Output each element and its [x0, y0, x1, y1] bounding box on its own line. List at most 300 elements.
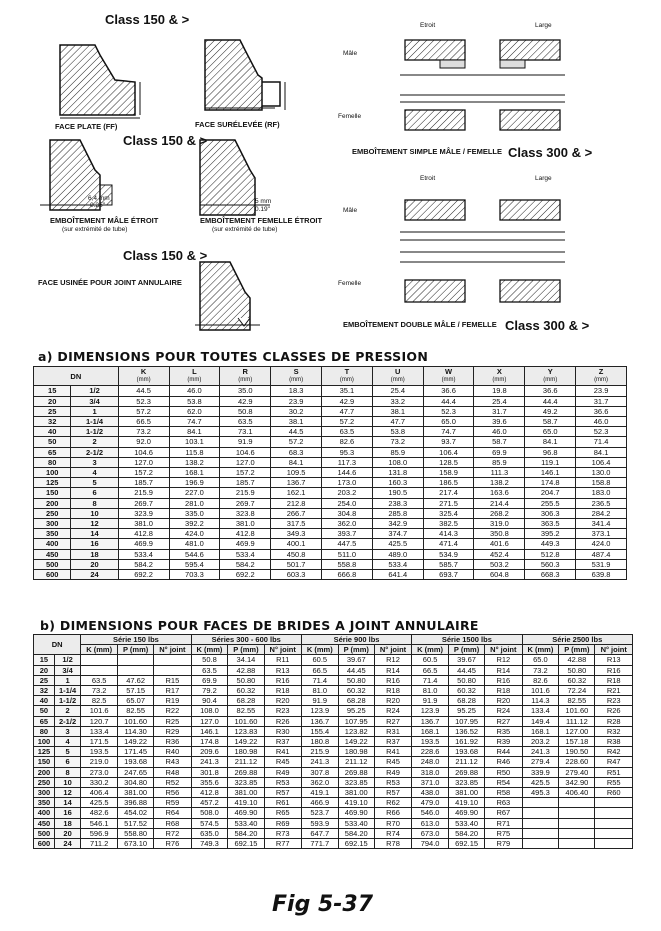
table-b-cell — [595, 798, 633, 808]
table-a-dn-cell: 125 — [34, 478, 71, 488]
table-b-cell: 60.5 — [301, 655, 338, 665]
table-b-cell: 101.6 — [81, 706, 118, 716]
table-b-cell: 65.0 — [522, 655, 559, 665]
class-300-label-1: Class 300 & > — [508, 145, 593, 160]
table-a-cell: 138.2 — [169, 457, 220, 467]
table-b-sub-header: K (mm) — [412, 645, 449, 655]
table-a-cell: 74.7 — [423, 427, 474, 437]
table-a-cell: 269.7 — [118, 498, 169, 508]
table-a-cell: 487.4 — [576, 549, 627, 559]
table-a-col-unit: (mm) — [339, 377, 354, 384]
table-b-sub-header: N° joint — [485, 645, 522, 655]
table-a-cell: 173.0 — [322, 478, 373, 488]
table-a-dn-cell: 250 — [34, 508, 71, 518]
table-a-title: a) DIMENSIONS POUR TOUTES CLASSES DE PRESSION — [38, 349, 429, 364]
table-a-cell: 84.1 — [271, 457, 322, 467]
table-a-cell: 501.7 — [271, 559, 322, 569]
table-b-row — [34, 726, 633, 736]
table-b-group-header: Série 2500 lbs — [522, 635, 632, 645]
table-a-cell: 91.9 — [220, 437, 271, 447]
table-b-cell — [559, 839, 595, 849]
table-b-cell: 749.3 — [191, 839, 228, 849]
table-a-cell: 46.0 — [576, 417, 627, 427]
table-a-col-letter: L — [192, 367, 197, 376]
table-a-dn-cell: 65 — [34, 447, 71, 457]
table-b-cell: 108.0 — [191, 706, 228, 716]
table-b-cell: 149.4 — [522, 716, 559, 726]
table-a-col-unit: (mm) — [238, 377, 253, 384]
table-b-cell: 673.0 — [412, 828, 449, 838]
table-b-cell: R66 — [374, 808, 411, 818]
table-a-cell: 30.2 — [271, 406, 322, 416]
male-label-1: Mâle — [343, 50, 358, 57]
table-a-row — [34, 519, 627, 529]
table-a-cell: 52.3 — [423, 406, 474, 416]
table-b-cell: 71.4 — [412, 675, 449, 685]
table-a-cell: 36.6 — [423, 386, 474, 396]
table-b-dn-cell: 24 — [54, 839, 80, 849]
table-b-cell: R16 — [374, 675, 411, 685]
table-b-cell: R56 — [154, 788, 191, 798]
table-a-cell: 342.9 — [372, 519, 423, 529]
table-b-cell: 330.2 — [81, 777, 118, 787]
table-b-sub-header: K (mm) — [81, 645, 118, 655]
table-b-cell: R12 — [374, 655, 411, 665]
table-a-dn-cell: 2-1/2 — [71, 447, 118, 457]
table-b-cell: R60 — [595, 788, 633, 798]
table-a-cell: 23.9 — [576, 386, 627, 396]
table-b-cell: 193.68 — [449, 747, 485, 757]
table-a-cell: 25.4 — [372, 386, 423, 396]
table-b-cell: 101.60 — [228, 716, 264, 726]
emb-double-caption: EMBOÎTEMENT DOUBLE MÂLE / FEMELLE — [343, 320, 497, 329]
dim-5mm: 5 mm — [255, 198, 272, 205]
table-b-cell: R11 — [264, 655, 301, 665]
table-a-cell: 203.2 — [322, 488, 373, 498]
table-b-cell: 673.10 — [118, 839, 154, 849]
table-a-cell: 349.3 — [271, 529, 322, 539]
table-b-dn-cell: 25 — [34, 675, 55, 685]
figure-caption: Fig 5-37 — [272, 892, 374, 917]
table-b-cell — [559, 808, 595, 818]
table-b-cell: R51 — [595, 767, 633, 777]
table-b-cell: 149.22 — [118, 737, 154, 747]
table-b-row — [34, 675, 633, 685]
table-a-cell: 119.1 — [525, 457, 576, 467]
table-b-cell: R27 — [485, 716, 522, 726]
table-a-row — [34, 549, 627, 559]
table-a-cell: 111.3 — [474, 468, 525, 478]
class-150-label-1: Class 150 & > — [105, 12, 190, 27]
table-b-cell: R25 — [154, 716, 191, 726]
table-b-cell: 269.88 — [228, 767, 264, 777]
table-a-cell: 57.2 — [118, 406, 169, 416]
table-b-dn-cell: 600 — [34, 839, 55, 849]
table-a-row — [34, 386, 627, 396]
table-b-cell: 123.83 — [228, 726, 264, 736]
table-b-row — [34, 696, 633, 706]
table-b-row — [34, 788, 633, 798]
table-a-cell: 36.6 — [525, 386, 576, 396]
dim-6-4mm: 6,4 mm — [88, 195, 110, 202]
table-a-cell: 42.9 — [220, 396, 271, 406]
table-b-cell: 39.67 — [338, 655, 374, 665]
table-b-cell — [522, 808, 559, 818]
table-b-cell: R57 — [264, 788, 301, 798]
table-b-cell: R48 — [154, 767, 191, 777]
table-b-cell: R30 — [264, 726, 301, 736]
table-b-cell: 127.00 — [559, 726, 595, 736]
table-a-cell: 350.8 — [474, 529, 525, 539]
table-b-cell: 174.8 — [191, 737, 228, 747]
table-a-cell: 160.3 — [372, 478, 423, 488]
table-a-cell: 130.0 — [576, 468, 627, 478]
table-a-dn-cell: 12 — [71, 519, 118, 529]
table-a-cell: 44.5 — [118, 386, 169, 396]
table-b-cell: 546.0 — [412, 808, 449, 818]
face-usinee-caption: FACE USINÉE POUR JOINT ANNULAIRE — [38, 278, 182, 287]
table-a-row — [34, 488, 627, 498]
table-b-cell: 533.40 — [338, 818, 374, 828]
table-b-cell: R43 — [154, 757, 191, 767]
table-b-dn-cell: 15 — [34, 655, 55, 665]
table-b-cell: 355.6 — [191, 777, 228, 787]
table-a-dn-cell: 14 — [71, 529, 118, 539]
table-a-dn-cell: 500 — [34, 559, 71, 569]
table-b-dn-cell: 80 — [34, 726, 55, 736]
table-a-cell: 106.4 — [423, 447, 474, 457]
table-a-cell: 168.1 — [169, 468, 220, 478]
table-b-cell: 584.20 — [449, 828, 485, 838]
table-b-cell: 65.07 — [118, 696, 154, 706]
table-b-cell: R12 — [485, 655, 522, 665]
table-b-cell: 269.88 — [449, 767, 485, 777]
table-a-cell: 65.0 — [525, 427, 576, 437]
table-b-cell: 91.9 — [301, 696, 338, 706]
table-b-cell: R45 — [264, 757, 301, 767]
table-b-cell: 50.80 — [559, 665, 595, 675]
table-b-dn-cell: 32 — [34, 686, 55, 696]
table-b-cell: 396.88 — [118, 798, 154, 808]
table-a-cell: 62.0 — [169, 406, 220, 416]
table-b-cell: 66.5 — [412, 665, 449, 675]
table-b-cell: 219.0 — [81, 757, 118, 767]
table-b-group-header: Série 150 lbs — [81, 635, 191, 645]
table-b-cell: 371.0 — [412, 777, 449, 787]
table-b-cell: R21 — [595, 686, 633, 696]
table-a-cell: 47.7 — [322, 406, 373, 416]
table-a-col-header — [322, 367, 373, 386]
table-b-cell: R70 — [374, 818, 411, 828]
face-plate-drawing — [60, 45, 140, 118]
table-b-cell — [559, 798, 595, 808]
table-a-cell: 117.3 — [322, 457, 373, 467]
table-b-cell: R15 — [154, 675, 191, 685]
table-b-cell: 425.5 — [522, 777, 559, 787]
table-a-dn-cell: 32 — [34, 417, 71, 427]
table-b-cell: 692.15 — [228, 839, 264, 849]
table-b-cell: R57 — [374, 788, 411, 798]
table-a-col-unit: (mm) — [441, 377, 456, 384]
table-a-cell: 49.2 — [525, 406, 576, 416]
table-b-cell: 155.4 — [301, 726, 338, 736]
table-a-dn-cell: 4 — [71, 468, 118, 478]
table-b-dn-cell: 20 — [34, 665, 55, 675]
table-b-cell: 133.4 — [81, 726, 118, 736]
table-a-col-letter: U — [395, 367, 401, 376]
table-a-cell: 18.3 — [271, 386, 322, 396]
table-b-cell: R20 — [374, 696, 411, 706]
table-b-cell: 66.5 — [301, 665, 338, 675]
table-b-dn-cell: 16 — [54, 808, 80, 818]
table-a-cell: 254.0 — [322, 498, 373, 508]
table-a-row — [34, 447, 627, 457]
table-b-cell: 419.10 — [338, 798, 374, 808]
table-a-cell: 533.4 — [220, 549, 271, 559]
table-a-cell: 127.0 — [118, 457, 169, 467]
table-b-cell: 114.30 — [118, 726, 154, 736]
table-a-cell: 19.8 — [474, 386, 525, 396]
table-b-cell: 613.0 — [412, 818, 449, 828]
table-a-cell: 533.4 — [118, 549, 169, 559]
table-b-cell: R78 — [374, 839, 411, 849]
table-a-cell: 544.6 — [169, 549, 220, 559]
table-b-cell: R74 — [374, 828, 411, 838]
table-a-cell: 639.8 — [576, 570, 627, 580]
table-b-cell: R58 — [485, 788, 522, 798]
table-b-dn-cell: 450 — [34, 818, 55, 828]
table-a-col-unit: (mm) — [136, 377, 151, 384]
table-b-cell: R19 — [154, 696, 191, 706]
table-a-cell: 136.7 — [271, 478, 322, 488]
table-b-sub-header: P (mm) — [559, 645, 595, 655]
table-a-cell: 73.1 — [220, 427, 271, 437]
table-a-cell: 363.5 — [525, 519, 576, 529]
table-a-col-letter: K — [140, 367, 147, 376]
table-a-row — [34, 427, 627, 437]
table-a-cell: 104.6 — [118, 447, 169, 457]
table-b-cell: 533.40 — [449, 818, 485, 828]
table-b-cell: R23 — [595, 696, 633, 706]
table-b-dn-header: DN — [34, 635, 81, 655]
table-b-cell: 301.8 — [191, 767, 228, 777]
table-b-cell: 438.0 — [412, 788, 449, 798]
table-a-cell: 584.2 — [220, 559, 271, 569]
table-a-col-unit: (mm) — [187, 377, 202, 384]
table-b-cell: R61 — [264, 798, 301, 808]
table-a-cell: 215.9 — [220, 488, 271, 498]
table-a-row — [34, 570, 627, 580]
table-b-cell: R53 — [264, 777, 301, 787]
table-b-cell: 44.45 — [338, 665, 374, 675]
table-b-cell: R62 — [374, 798, 411, 808]
femelle-label-1: Femelle — [338, 113, 362, 120]
table-a-col-header — [372, 367, 423, 386]
table-a-col-unit: (mm) — [543, 377, 558, 384]
table-a-cell: 268.2 — [474, 508, 525, 518]
table-b-cell: R18 — [595, 675, 633, 685]
table-b-cell: R37 — [264, 737, 301, 747]
table-b-cell: 339.9 — [522, 767, 559, 777]
table-b-cell: 381.00 — [338, 788, 374, 798]
table-a-cell: 281.0 — [169, 498, 220, 508]
table-b-cell: R16 — [264, 675, 301, 685]
table-b-row — [34, 818, 633, 828]
table-b-cell: R69 — [264, 818, 301, 828]
table-a-dn-cell: 1 — [71, 406, 118, 416]
table-a-cell: 52.3 — [118, 396, 169, 406]
table-a-dn-cell: 15 — [34, 386, 71, 396]
table-b-cell — [154, 655, 191, 665]
table-a-cell: 38.1 — [271, 417, 322, 427]
table-a-dn-cell: 450 — [34, 549, 71, 559]
table-b-cell: 381.00 — [449, 788, 485, 798]
table-b-cell: 50.80 — [338, 675, 374, 685]
table-b-sub-header: K (mm) — [522, 645, 559, 655]
table-a-cell: 183.0 — [576, 488, 627, 498]
table-a-row — [34, 417, 627, 427]
table-a-cell: 44.4 — [423, 396, 474, 406]
table-b-cell: 68.28 — [338, 696, 374, 706]
table-a-col-header — [525, 367, 576, 386]
table-b-cell: R26 — [264, 716, 301, 726]
table-b-cell: 82.5 — [81, 696, 118, 706]
table-b-cell: 171.5 — [81, 737, 118, 747]
table-a-cell: 412.8 — [220, 529, 271, 539]
table-a-cell: 255.5 — [525, 498, 576, 508]
table-b-cell: 180.98 — [338, 747, 374, 757]
table-a-dn-cell: 25 — [34, 406, 71, 416]
table-b-cell: 146.1 — [191, 726, 228, 736]
etroit-label-1: Etroit — [420, 22, 436, 29]
table-a-cell: 533.4 — [372, 559, 423, 569]
table-a-cell: 185.7 — [118, 478, 169, 488]
table-a-dn-cell: 3/4 — [71, 396, 118, 406]
table-b-cell: R52 — [154, 777, 191, 787]
table-b-cell: 82.55 — [559, 696, 595, 706]
table-b-row — [34, 737, 633, 747]
table-a-cell: 185.7 — [220, 478, 271, 488]
table-b-cell: 495.3 — [522, 788, 559, 798]
table-b-cell: R22 — [154, 706, 191, 716]
table-a-cell: 269.7 — [220, 498, 271, 508]
table-b-cell — [522, 818, 559, 828]
table-a-cell: 146.1 — [525, 468, 576, 478]
table-b-dn-cell: 10 — [54, 777, 80, 787]
table-b-sub-header: N° joint — [374, 645, 411, 655]
table-b-cell: 203.2 — [522, 737, 559, 747]
table-b-cell: R77 — [264, 839, 301, 849]
table-b-cell: 79.2 — [191, 686, 228, 696]
table-a-col-unit: (mm) — [390, 377, 405, 384]
table-a-cell: 503.2 — [474, 559, 525, 569]
table-b-cell: 81.0 — [301, 686, 338, 696]
table-a-cell: 489.0 — [372, 549, 423, 559]
table-b-sub-header: K (mm) — [191, 645, 228, 655]
table-a-col-header — [576, 367, 627, 386]
table-a-dn-cell: 1-1/2 — [71, 427, 118, 437]
table-a-cell: 400.1 — [271, 539, 322, 549]
emb-femelle-sub: (sur extrémité de tube) — [212, 226, 278, 233]
table-b-cell: 596.9 — [81, 828, 118, 838]
table-b-cell: 168.1 — [522, 726, 559, 736]
table-b-cell: 149.22 — [228, 737, 264, 747]
table-a-cell: 163.6 — [474, 488, 525, 498]
table-b-cell: 44.45 — [449, 665, 485, 675]
table-b-row — [34, 808, 633, 818]
table-b-cell: 479.0 — [412, 798, 449, 808]
table-a-cell: 106.4 — [576, 457, 627, 467]
table-a-cell: 33.2 — [372, 396, 423, 406]
table-b-cell: 50.80 — [228, 675, 264, 685]
table-b-cell: 149.22 — [338, 737, 374, 747]
table-a-cell: 214.4 — [474, 498, 525, 508]
class-300-label-2: Class 300 & > — [505, 318, 590, 333]
table-b-cell: 73.2 — [81, 686, 118, 696]
table-b-cell: 584.20 — [338, 828, 374, 838]
table-b-cell: 209.6 — [191, 747, 228, 757]
table-b-cell: R72 — [154, 828, 191, 838]
table-a-cell: 304.8 — [322, 508, 373, 518]
table-a-cell: 68.3 — [271, 447, 322, 457]
table-b-sub-header: P (mm) — [118, 645, 154, 655]
table-b-sub-header: K (mm) — [301, 645, 338, 655]
table-a-cell: 393.7 — [322, 529, 373, 539]
femelle-label-2: Femelle — [338, 280, 362, 287]
table-a-cell: 692.2 — [118, 570, 169, 580]
table-a-cell: 46.0 — [169, 386, 220, 396]
table-a-cell: 584.2 — [118, 559, 169, 569]
table-a-col-unit: (mm) — [594, 377, 609, 384]
table-b-cell: 466.9 — [301, 798, 338, 808]
table-b-dn-cell: 18 — [54, 818, 80, 828]
table-b-cell: R54 — [485, 777, 522, 787]
table-b-cell: 69.9 — [191, 675, 228, 685]
table-a-row — [34, 508, 627, 518]
table-a-col-letter: W — [445, 367, 453, 376]
table-b-cell: R18 — [485, 686, 522, 696]
table-a-cell: 85.9 — [474, 457, 525, 467]
table-b-cell: 71.4 — [301, 675, 338, 685]
table-b-cell: 95.25 — [449, 706, 485, 716]
table-b-cell: 161.92 — [449, 737, 485, 747]
table-b-cell: 60.32 — [338, 686, 374, 696]
table-a-cell: 157.2 — [220, 468, 271, 478]
table-a-cell: 69.9 — [474, 447, 525, 457]
table-b-cell: 57.15 — [118, 686, 154, 696]
table-b-cell: 114.3 — [522, 696, 559, 706]
table-b-dn-cell: 150 — [34, 757, 55, 767]
table-b-sub-header: N° joint — [154, 645, 191, 655]
table-b-sub-header: P (mm) — [338, 645, 374, 655]
table-b-group-header: Série 1500 lbs — [412, 635, 522, 645]
table-b-cell: 101.6 — [522, 686, 559, 696]
table-b-cell: 241.3 — [522, 747, 559, 757]
table-b-dn-cell: 200 — [34, 767, 55, 777]
table-b-row — [34, 798, 633, 808]
table-a-dn-cell: 1-1/4 — [71, 417, 118, 427]
table-b-dn-cell: 400 — [34, 808, 55, 818]
table-a-cell: 595.4 — [169, 559, 220, 569]
table-b-cell: 63.5 — [81, 675, 118, 685]
table-b-cell: 72.24 — [559, 686, 595, 696]
table-a-cell: 57.2 — [322, 417, 373, 427]
table-b-cell: 101.60 — [118, 716, 154, 726]
table-b-cell: 273.0 — [81, 767, 118, 777]
table-b-cell: R20 — [485, 696, 522, 706]
table-a-cell: 668.3 — [525, 570, 576, 580]
table-b-cell: 794.0 — [412, 839, 449, 849]
